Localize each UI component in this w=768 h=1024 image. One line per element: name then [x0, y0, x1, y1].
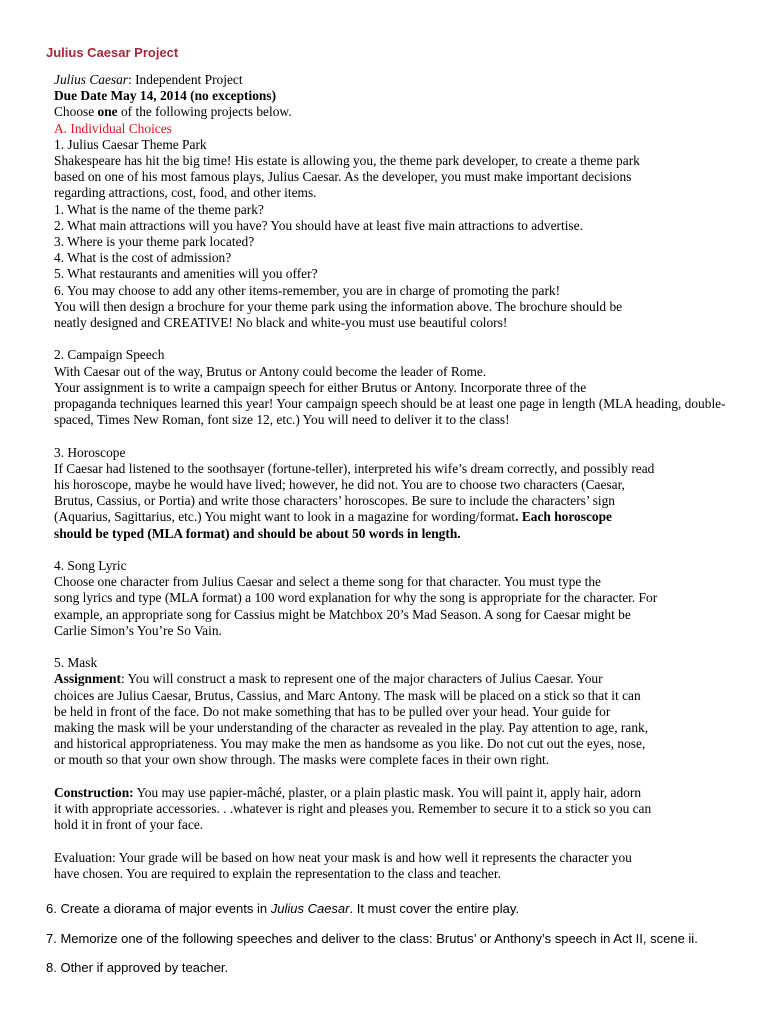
evaluation-line: Evaluation: Your grade will be based on how neat your mask is and how well it represents the character you [54, 849, 632, 865]
project-4-line: song lyrics and type (MLA format) a 100 word explanation for why the song is appropriate for the character. For [54, 590, 658, 606]
project-1-line: 5. What restaurants and amenities will you offer? [54, 266, 318, 282]
project-6: 6. Create a diorama of major events in Julius Caesar. It must cover the entire play. [46, 901, 520, 916]
project-body [54, 72, 766, 882]
spacer [54, 542, 766, 558]
project-1-line: 1. What is the name of the theme park? [54, 201, 264, 217]
project-2-line: propaganda techniques learned this year! Your campaign speech should be at least one page in length (MLA heading, double- [54, 396, 726, 412]
assignment-line: be held in front of the face. Do not make something that has to be pulled over your head. Your guide for [54, 703, 611, 719]
project-4-line: Carlie Simon’s You’re So Vain. [54, 622, 222, 638]
spacer [54, 428, 766, 444]
project-2-heading: 2. Campaign Speech [54, 347, 165, 363]
play-title: Julius Caesar [54, 72, 129, 87]
spacer [54, 769, 766, 785]
assignment-line: choices are Julius Caesar, Brutus, Cassius, and Marc Antony. The mask will be placed on a stick so that it can [54, 687, 641, 703]
due-date: Due Date May 14, 2014 (no exceptions) [54, 88, 277, 104]
choose-line: Choose one of the following projects below. [54, 104, 292, 120]
project-2-line: With Caesar out of the way, Brutus or Antony could become the leader of Rome. [54, 363, 487, 379]
project-1-line: regarding attractions, cost, food, and other items. [54, 185, 317, 201]
project-1-heading: 1. Julius Caesar Theme Park [54, 136, 207, 152]
project-1-line: You will then design a brochure for your theme park using the information above. The brochure should be [54, 298, 623, 314]
project-3-line: (Aquarius, Sagittarius, etc.) You might want to look in a magazine for wording/format. Each horoscope [54, 509, 612, 525]
project-3-line: Brutus, Cassius, or Portia) and write those characters’ horoscopes. Be sure to include the characters’ sign [54, 493, 615, 509]
project-3-line: should be typed (MLA format) and should be about 50 words in length. [54, 525, 461, 541]
project-3-heading: 3. Horoscope [54, 444, 126, 460]
project-3-line: his horoscope, maybe he would have lived; however, he did not. You are to choose two characters (Caesar, [54, 477, 625, 493]
project-7: 7. Memorize one of the following speeches and deliver to the class: Brutus’ or Anthony’s speech in Act II, scene ii. [46, 931, 698, 946]
project-4-line: Choose one character from Julius Caesar and select a theme song for that character. You must type the [54, 574, 601, 590]
project-1-line: neatly designed and CREATIVE! No black and white-you must use beautiful colors! [54, 315, 508, 331]
construction-line: it with appropriate accessories. . .whatever is right and pleases you. Remember to secure it to a stick so you can [54, 801, 652, 817]
project-3-line: If Caesar had listened to the soothsayer (fortune-teller), interpreted his wife’s dream correctly, and possibly read [54, 460, 655, 476]
project-4-heading: 4. Song Lyric [54, 558, 127, 574]
project-1-line: Shakespeare has hit the big time! His estate is allowing you, the theme park developer, to create a theme park [54, 153, 640, 169]
project-2-line: spaced, Times New Roman, font size 12, etc.) You will need to deliver it to the class! [54, 412, 510, 428]
section-a-heading: A. Individual Choices [54, 120, 172, 136]
construction-line: Construction: You may use papier-mâché, plaster, or a plain plastic mask. You will paint it, apply hair, adorn [54, 784, 642, 800]
assignment-line: or mouth so that your own show through. The masks were complete faces in their own right. [54, 752, 550, 768]
assignment-line: Assignment: You will construct a mask to represent one of the major characters of Julius Caesar. Your [54, 671, 603, 687]
project-8: 8. Other if approved by teacher. [46, 960, 229, 975]
page-title: Julius Caesar Project [46, 45, 179, 60]
evaluation-line: have chosen. You are required to explain the representation to the class and teacher. [54, 865, 501, 881]
project-1-line: based on one of his most famous plays, Julius Caesar. As the developer, you must make important decisions [54, 169, 632, 185]
construction-line: hold it in front of your face. [54, 817, 204, 833]
project-1-line: 2. What main attractions will you have? You should have at least five main attractions to advertise. [54, 217, 583, 233]
project-2-line: Your assignment is to write a campaign speech for either Brutus or Antony. Incorporate three of the [54, 379, 587, 395]
spacer [54, 833, 766, 849]
project-1-line: 6. You may choose to add any other items-remember, you are in charge of promoting the park! [54, 282, 561, 298]
intro-line [54, 72, 766, 88]
project-4-line: example, an appropriate song for Cassius might be Matchbox 20’s Mad Season. A song for Caesar might be [54, 606, 631, 622]
project-1-line: 3. Where is your theme park located? [54, 234, 255, 250]
assignment-line: and historical appropriateness. You may make the men as handsome as you like. Do not cut out the eyes, nose, [54, 736, 646, 752]
spacer [54, 639, 766, 655]
assignment-line: making the mask will be your understanding of the character as revealed in the play. Pay attention to age, rank, [54, 720, 649, 736]
spacer [54, 331, 766, 347]
project-1-line: 4. What is the cost of admission? [54, 250, 232, 266]
intro-text: : Independent Project [128, 72, 243, 87]
project-5-heading: 5. Mask [54, 655, 98, 671]
